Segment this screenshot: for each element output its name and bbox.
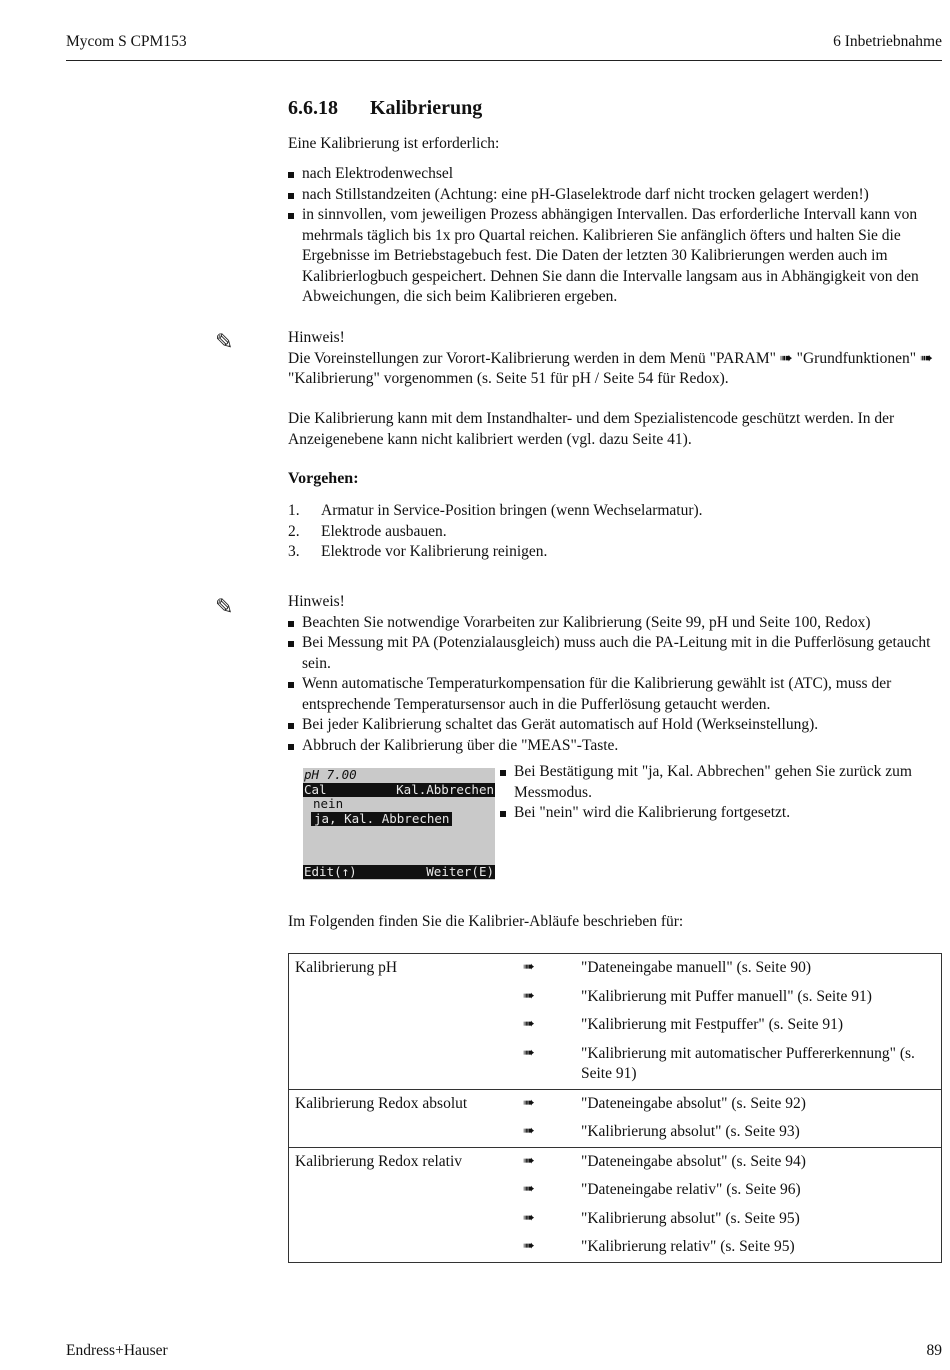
table-cell: "Kalibrierung mit automatischer Puffererkennung" (s. Seite 91) [581,1044,915,1082]
procedure-title: Vorgehen: [288,470,359,487]
list-item: Beachten Sie notwendige Vorarbeiten zur Kalibrierung (Seite 99, pH und Seite 100, Redox) [288,613,942,634]
intro-block [288,134,942,155]
table-cell: "Dateneingabe absolut" (s. Seite 92) [581,1089,942,1118]
display-menu-right: Kal.Abbrechen [396,782,494,797]
header-chapter: 6 Inbetriebnahme [833,33,942,50]
note-2 [288,592,942,756]
step-item: 3. Elektrode vor Kalibrierung reinigen. [288,543,548,560]
display-menu-left: Cal [304,782,327,797]
list-item: Bei "nein" wird die Kalibrierung fortgesetzt. [500,803,942,824]
list-item: in sinnvollen, vom jeweiligen Prozess abhängigen Intervallen. Das erforderliche Intervall kann von mehrmals täglich bis 1x pro Quartal reichen. Kalibrieren Sie anfänglich öfters und halten Sie die Ergebnisse im Betriebstagebuch fest. Die Daten der letzten 30 Kalibrierungen werden auch im Kalibrierlogbuch gespeichert. Dehnen Sie dann die Intervalle langsam aus in Abhängigkeit von den Abweichungen, die sich beim Kalibrieren ergeben. [288,205,942,308]
list-item: Wenn automatische Temperaturkompensation für die Kalibrierung gewählt ist (ATC), muss der entsprechende Temperatursensor auch in die Pufferlösung getaucht werden. [288,674,942,715]
arrow-icon: ➠ [523,1239,535,1254]
arrow-icon: ➠ [523,1017,535,1032]
note-list [288,613,942,757]
list-item: nach Elektrodenwechsel [288,164,942,185]
table-cell: "Dateneingabe manuell" (s. Seite 90) [581,959,812,976]
list-item: Abbruch der Kalibrierung über die "MEAS"-Taste. [288,736,942,757]
pencil-icon: ✎ [215,594,234,619]
calibration-table [288,953,942,1263]
step-item: 2. Elektrode ausbauen. [288,522,447,540]
page-number: 89 [926,1342,942,1359]
pencil-icon: ✎ [215,329,234,354]
table-row [289,1147,942,1176]
note-title: Hinweis! [288,593,345,610]
section-number: 6.6.18 [288,97,338,119]
protection-text: Die Kalibrierung kann mit dem Instandhalter- und dem Spezialistencode geschützt werden. In der Anzeigenebene kann nicht kalibriert werden (vgl. dazu Seite 41). [288,410,895,448]
step-item: 1. Armatur in Service-Position bringen (wenn Wechselarmatur). [288,502,703,519]
display-option-no: nein [313,796,344,811]
procedure-steps [288,501,942,563]
arrow-icon: ➠ [523,1045,535,1061]
list-item: Bei Messung mit PA (Potenzialausgleich) muss auch die PA-Leitung mit in die Pufferlösung getaucht sein. [288,633,942,674]
display-value: pH 7.00 [304,767,357,782]
table-row-label: Kalibrierung Redox absolut [289,1089,508,1147]
arrow-icon: ➠ [507,1089,581,1118]
table-intro-block [288,912,942,933]
table-row-label: Kalibrierung pH [295,959,398,976]
display-softkeys [303,865,495,879]
display-option-yes: ja, Kal. Abbrechen [311,812,452,826]
arrow-icon: ➠ [523,960,535,975]
list-item: Bei jeder Kalibrierung schaltet das Gerät automatisch auf Hold (Werkseinstellung). [288,715,942,736]
display-menu-line [303,783,495,797]
intro-text: Eine Kalibrierung ist erforderlich: [288,135,500,152]
table-cell: "Kalibrierung absolut" (s. Seite 93) [581,1123,800,1140]
table-row [289,954,942,983]
display-notes [500,762,942,824]
list-item: Bei Bestätigung mit "ja, Kal. Abbrechen" gehen Sie zurück zum Messmodus. [500,762,942,803]
table-cell: "Kalibrierung absolut" (s. Seite 95) [581,1209,800,1227]
table-row-label: Kalibrierung Redox relativ [289,1147,508,1262]
arrow-icon: ➠ [507,1147,581,1176]
footer-brand: Endress+Hauser [66,1342,168,1359]
header-rule [66,60,942,61]
arrow-icon: ➠ [523,1124,535,1139]
section-title: Kalibrierung [370,97,483,119]
note-1 [288,328,942,390]
arrow-icon: ➠ [523,1210,535,1226]
device-display [303,768,495,880]
list-item: nach Stillstandzeiten (Achtung: eine pH-Glaselektrode darf nicht trocken gelagert werden!) [288,185,942,206]
table-row [289,1089,942,1118]
note-text: Die Voreinstellungen zur Vorort-Kalibrierung werden in dem Menü "PARAM" ➠ "Grundfunktionen" ➠ "Kalibrierung" vorgenommen (s. Seite 51 für pH / Seite 54 für Redox). [288,349,933,387]
note-title: Hinweis! [288,329,345,346]
required-list [288,164,942,308]
section-heading [288,97,482,120]
display-softkey-edit: Edit(↑) [304,864,357,879]
arrow-icon: ➠ [523,988,535,1004]
table-cell: "Dateneingabe absolut" (s. Seite 94) [581,1147,942,1176]
header-document-title: Mycom S CPM153 [66,33,187,50]
table-cell: "Kalibrierung relativ" (s. Seite 95) [581,1238,795,1255]
arrow-icon: ➠ [523,1182,535,1197]
table-cell: "Dateneingabe relativ" (s. Seite 96) [581,1181,801,1198]
table-cell: "Kalibrierung mit Puffer manuell" (s. Seite 91) [581,987,872,1005]
table-cell: "Kalibrierung mit Festpuffer" (s. Seite 91) [581,1016,844,1033]
table-intro-text: Im Folgenden finden Sie die Kalibrier-Abläufe beschrieben für: [288,913,684,930]
protection-block [288,409,942,450]
display-softkey-next: Weiter(E) [426,864,494,879]
